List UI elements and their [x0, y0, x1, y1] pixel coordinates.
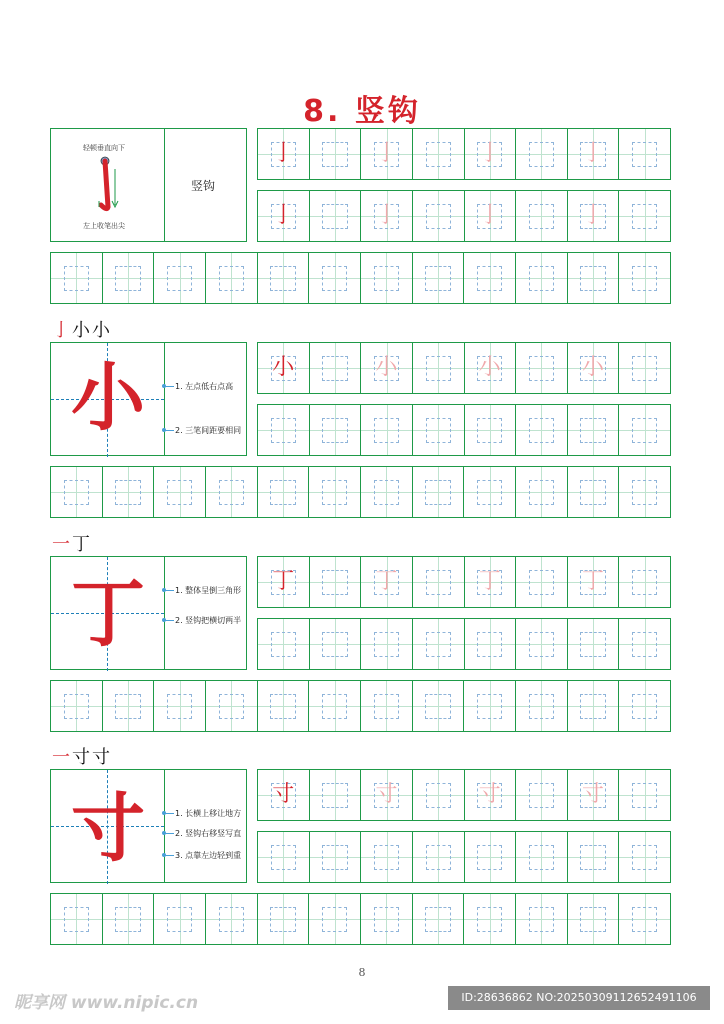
grid-cell[interactable]	[413, 405, 465, 455]
grid-cell[interactable]	[516, 681, 568, 731]
grid-cell[interactable]: 丁	[568, 557, 620, 607]
grid-cell[interactable]	[310, 832, 362, 882]
grid-cell[interactable]	[516, 557, 568, 607]
practice-row	[257, 831, 671, 883]
grid-cell[interactable]	[103, 894, 155, 944]
grid-cell[interactable]	[516, 191, 568, 241]
grid-cell[interactable]	[310, 619, 362, 669]
grid-cell[interactable]	[258, 253, 310, 303]
grid-cell[interactable]	[206, 681, 258, 731]
grid-cell[interactable]	[464, 467, 516, 517]
grid-cell[interactable]	[103, 467, 155, 517]
grid-cell[interactable]	[258, 405, 310, 455]
practice-row	[257, 128, 671, 180]
blank-practice-row	[50, 466, 671, 518]
grid-cell[interactable]	[206, 467, 258, 517]
grid-cell[interactable]	[361, 894, 413, 944]
practice-row	[257, 342, 671, 394]
grid-cell[interactable]	[413, 832, 465, 882]
grid-cell[interactable]	[154, 681, 206, 731]
grid-cell[interactable]: 小	[465, 343, 517, 393]
grid-cell[interactable]	[206, 894, 258, 944]
stroke-name: 竖钩	[191, 179, 216, 193]
grid-cell[interactable]: 寸	[258, 770, 310, 820]
grid-cell[interactable]	[309, 681, 361, 731]
grid-cell[interactable]	[51, 681, 103, 731]
grid-cell[interactable]	[258, 619, 310, 669]
grid-cell[interactable]	[619, 557, 670, 607]
grid-cell[interactable]	[464, 681, 516, 731]
grid-cell[interactable]	[619, 405, 670, 455]
blank-practice-row	[50, 893, 671, 945]
grid-cell[interactable]: 丁	[258, 557, 310, 607]
grid-cell[interactable]	[619, 681, 670, 731]
grid-cell[interactable]	[465, 832, 517, 882]
grid-cell[interactable]	[413, 191, 465, 241]
grid-cell[interactable]	[568, 253, 620, 303]
tip-text: 1. 长横上移让地方	[175, 809, 242, 818]
grid-cell[interactable]	[465, 405, 517, 455]
character-reference-box	[50, 342, 247, 456]
stroke-reference-box	[50, 128, 247, 242]
grid-cell[interactable]	[516, 343, 568, 393]
character-reference-box	[50, 556, 247, 670]
grid-cell[interactable]	[464, 894, 516, 944]
grid-cell[interactable]	[516, 619, 568, 669]
grid-cell[interactable]	[310, 343, 362, 393]
grid-cell[interactable]	[464, 253, 516, 303]
grid-cell[interactable]	[310, 129, 362, 179]
grid-cell[interactable]	[103, 253, 155, 303]
grid-cell[interactable]	[361, 681, 413, 731]
grid-cell[interactable]	[258, 894, 310, 944]
grid-cell[interactable]	[361, 253, 413, 303]
grid-cell[interactable]	[309, 253, 361, 303]
grid-cell[interactable]	[413, 894, 465, 944]
grid-cell[interactable]	[154, 894, 206, 944]
grid-cell[interactable]	[568, 405, 620, 455]
grid-cell[interactable]: 丁	[361, 557, 413, 607]
grid-cell[interactable]	[51, 253, 103, 303]
stroke-order: 一寸寸	[52, 747, 112, 768]
model-character: 丁	[71, 571, 145, 657]
grid-cell[interactable]	[516, 129, 568, 179]
grid-cell[interactable]	[361, 619, 413, 669]
blank-practice-row	[50, 252, 671, 304]
page-title: 8. 竖钩	[303, 94, 421, 129]
practice-row	[257, 618, 671, 670]
grid-cell[interactable]	[516, 894, 568, 944]
tip-text: 1. 整体呈倒三角形	[175, 586, 242, 595]
grid-cell[interactable]	[516, 770, 568, 820]
grid-cell[interactable]	[568, 619, 620, 669]
character-reference-box	[50, 769, 247, 883]
grid-cell[interactable]	[361, 467, 413, 517]
stroke-illustration	[95, 155, 125, 215]
grid-cell[interactable]	[619, 832, 670, 882]
grid-cell[interactable]	[413, 770, 465, 820]
grid-cell[interactable]: 亅	[465, 129, 517, 179]
grid-cell[interactable]	[516, 405, 568, 455]
grid-cell[interactable]	[258, 681, 310, 731]
grid-cell[interactable]	[51, 467, 103, 517]
grid-cell[interactable]	[309, 894, 361, 944]
grid-cell[interactable]	[310, 770, 362, 820]
grid-cell[interactable]	[465, 619, 517, 669]
grid-cell[interactable]: 亅	[258, 129, 310, 179]
grid-cell[interactable]: 亅	[361, 191, 413, 241]
grid-cell[interactable]: 寸	[361, 770, 413, 820]
grid-cell[interactable]	[516, 467, 568, 517]
grid-cell[interactable]	[361, 832, 413, 882]
practice-row	[257, 404, 671, 456]
grid-cell[interactable]	[413, 343, 465, 393]
grid-cell[interactable]	[413, 557, 465, 607]
grid-cell[interactable]	[413, 681, 465, 731]
grid-cell[interactable]	[154, 467, 206, 517]
grid-cell[interactable]	[619, 894, 670, 944]
tip-text: 2. 三笔间距要相同	[175, 426, 242, 435]
grid-cell[interactable]	[568, 467, 620, 517]
grid-cell[interactable]: 小	[568, 343, 620, 393]
stroke-bottom-note: 左上收笔出尖	[83, 222, 125, 230]
stroke-order: 亅小小	[52, 320, 112, 341]
watermark-logo: 昵享网 www.nipic.cn	[14, 993, 199, 1013]
tip-text: 2. 竖钩把横切两半	[175, 616, 242, 625]
grid-cell[interactable]: 丁	[465, 557, 517, 607]
grid-cell[interactable]	[619, 191, 670, 241]
grid-cell[interactable]: 亅	[568, 191, 620, 241]
grid-cell[interactable]	[568, 832, 620, 882]
tip-text: 1. 左点低右点高	[175, 382, 234, 391]
grid-cell[interactable]: 亅	[568, 129, 620, 179]
grid-cell[interactable]	[619, 343, 670, 393]
grid-cell[interactable]	[310, 405, 362, 455]
stroke-order: 一丁	[52, 534, 92, 555]
grid-cell[interactable]: 寸	[568, 770, 620, 820]
grid-cell[interactable]: 寸	[465, 770, 517, 820]
grid-cell[interactable]	[361, 405, 413, 455]
grid-cell[interactable]: 亅	[465, 191, 517, 241]
grid-cell[interactable]	[619, 619, 670, 669]
grid-cell[interactable]	[619, 253, 670, 303]
page-number: 8	[358, 966, 366, 979]
grid-cell[interactable]	[619, 467, 670, 517]
grid-cell[interactable]	[413, 253, 465, 303]
grid-cell[interactable]	[413, 467, 465, 517]
tip-text: 3. 点靠左边轻到重	[175, 851, 242, 860]
grid-cell[interactable]	[516, 253, 568, 303]
grid-cell[interactable]: 亅	[361, 129, 413, 179]
grid-cell[interactable]: 小	[258, 343, 310, 393]
practice-row	[257, 556, 671, 608]
grid-cell[interactable]	[154, 253, 206, 303]
model-character: 小	[71, 355, 145, 441]
grid-cell[interactable]	[310, 557, 362, 607]
grid-cell[interactable]	[258, 467, 310, 517]
grid-cell[interactable]	[103, 681, 155, 731]
watermark-id: ID:28636862 NO:20250309112652491106	[448, 986, 710, 1010]
model-character: 寸	[71, 786, 145, 872]
tip-text: 2. 竖钩右移竖写直	[175, 829, 242, 838]
grid-cell[interactable]: 亅	[258, 191, 310, 241]
stroke-top-note: 轻顿垂直向下	[83, 144, 125, 152]
grid-cell[interactable]	[51, 894, 103, 944]
practice-row	[257, 190, 671, 242]
grid-cell[interactable]	[309, 467, 361, 517]
grid-cell[interactable]	[619, 129, 670, 179]
grid-cell[interactable]	[568, 894, 620, 944]
blank-practice-row	[50, 680, 671, 732]
grid-cell[interactable]: 小	[361, 343, 413, 393]
practice-row	[257, 769, 671, 821]
grid-cell[interactable]	[310, 191, 362, 241]
grid-cell[interactable]	[516, 832, 568, 882]
grid-cell[interactable]	[413, 129, 465, 179]
grid-cell[interactable]	[258, 832, 310, 882]
grid-cell[interactable]	[206, 253, 258, 303]
grid-cell[interactable]	[413, 619, 465, 669]
grid-cell[interactable]	[619, 770, 670, 820]
grid-cell[interactable]	[568, 681, 620, 731]
